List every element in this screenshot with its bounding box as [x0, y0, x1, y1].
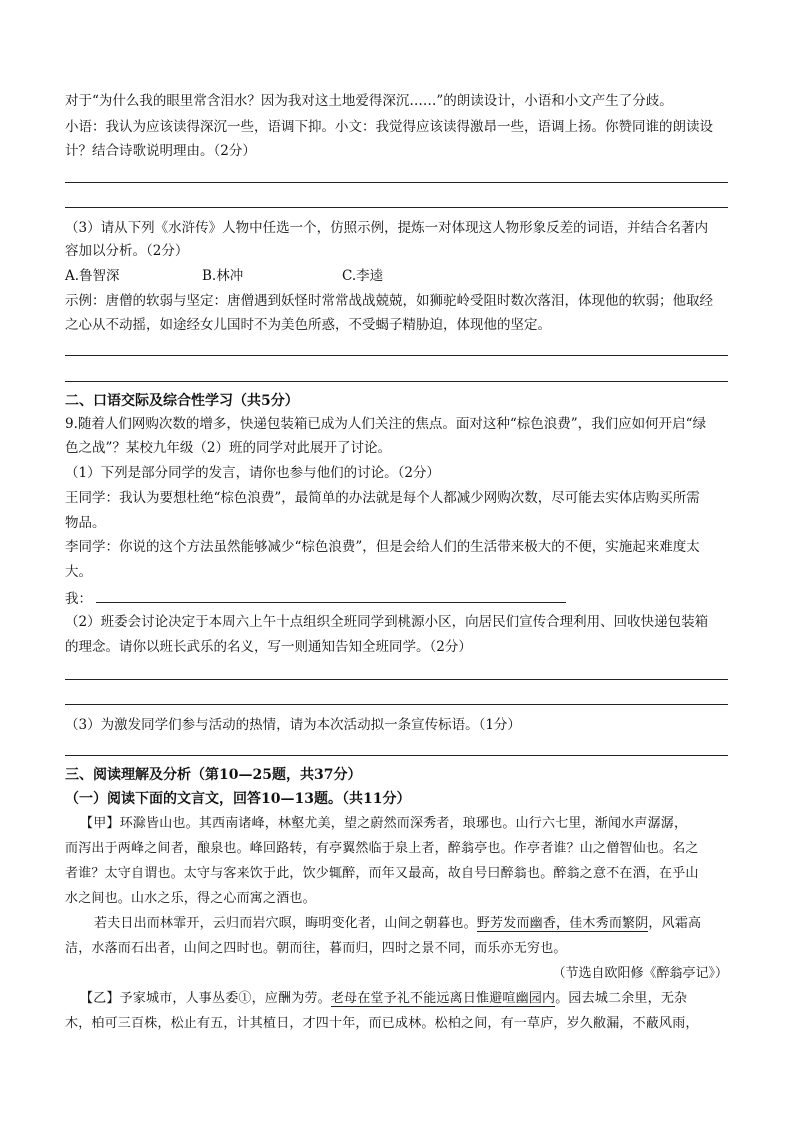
answer-line[interactable] [65, 755, 728, 756]
wang-line-2: 物品。 [65, 515, 106, 531]
text-span: 【乙】予家城市，人事丛委①，应酬为劳。 [80, 991, 331, 1006]
me-answer-blank[interactable] [96, 587, 566, 603]
s2-line-2: 容加以分析。（2分） [65, 243, 189, 259]
option-c: C.李逵 [342, 268, 384, 284]
section-three-heading: 三、阅读理解及分析（第10—25题，共37分） [65, 767, 362, 783]
q9-part1: （1）下列是部分同学的发言，请你也参与他们的讨论。（2分） [65, 465, 440, 481]
q9-part2-line-2: 的理念。请你以班长武乐的名义，写一则通知告知全班同学。（2分） [65, 639, 472, 655]
s1-line-3: 计？结合诗歌说明理由。（2分） [65, 143, 256, 159]
text-span: ，风霜高 [648, 916, 702, 931]
passage-yi-line-1 [80, 989, 687, 1009]
wang-line-1: 王同学：我认为要想杜绝“棕色浪费”，最简单的办法就是每个人都减少网购次数，尽可能去实体店购买所需 [65, 490, 700, 506]
answer-line[interactable] [65, 381, 728, 382]
passage-jia-line-2: 而泻出于两峰之间者，酿泉也。峰回路转，有亭翼然临于泉上者，醉翁亭也。作亭者谁？山之僧智仙也。名之 [65, 841, 699, 856]
answer-line[interactable] [65, 182, 728, 183]
q9-part3: （3）为激发同学们参与活动的热情，请为本次活动拟一条宣传标语。（1分） [65, 717, 521, 733]
text-span: 。园去城二余里，无杂 [555, 991, 688, 1006]
q9-line-1: 9.随着人们网购次数的增多，快递包装箱已成为人们关注的焦点。面对这种“棕色浪费”，我们应如何开启“绿 [65, 416, 707, 432]
underlined-sentence: 老母在堂予礼不能远离日惟避喧幽园内 [330, 991, 556, 1006]
text-span: 若夫日出而林霏开，云归而岩穴暝，晦明变化者，山间之朝暮也。 [94, 916, 477, 931]
answer-line[interactable] [65, 207, 728, 208]
passage-jia-line-1: 【甲】环滁皆山也。其西南诸峰，林壑尤美，望之蔚然而深秀者，琅琊也。山行六七里，渐闻水声潺潺， [80, 816, 688, 831]
option-a: A.鲁智深 [65, 268, 120, 284]
li-line-2: 大。 [65, 564, 92, 580]
q9-part2-line-1: （2）班委会讨论决定于本周六上午十点组织全班同学到桃源小区，向居民们宣传合理利用、回收快递包装箱 [65, 614, 709, 630]
answer-line[interactable] [65, 704, 728, 705]
section-two-heading: 二、口语交际及综合性学习（共5分） [65, 393, 299, 409]
passage-yi-line-2: 木，柏可三百株，松止有五，计其植日，才四十年，而已成林。松柏之间，有一草庐，岁久敝漏，不蔽风雨， [65, 1016, 699, 1031]
s2-line-1: （3）请从下列《水浒传》人物中任选一个，仿照示例，提炼一对体现这人物形象反差的词语，并结合名著内 [65, 220, 709, 236]
passage-jia-line-6: 洁，水落而石出者，山间之四时也。朝而往，暮而归，四时之景不同，而乐亦无穷也。 [65, 941, 567, 956]
classical-subheading: （一）阅读下面的文言文，回答10—13题。（共11分） [65, 791, 411, 807]
me-answer [65, 587, 566, 609]
s1-line-1: 对于“为什么我的眼里常含泪水？因为我对这土地爱得深沉……”的朗读设计，小语和小文产生了分歧。 [65, 93, 673, 109]
underlined-sentence: 野芳发而幽香，佳木秀而繁阴 [476, 916, 649, 931]
s2-example-line-1: 示例：唐僧的软弱与坚定：唐僧遇到妖怪时常常战战兢兢，如狮驼岭受阻时数次落泪，体现他的软弱；他取经 [65, 293, 713, 309]
passage-jia-line-3: 者谁？太守自谓也。太守与客来饮于此，饮少辄醉，而年又最高，故自号曰醉翁也。醉翁之意不在酒，在乎山 [65, 866, 699, 881]
option-b: B.林冲 [202, 268, 244, 284]
li-line-1: 李同学：你说的这个方法虽然能够减少“棕色浪费”，但是会给人们的生活带来极大的不便，实施起来难度太 [65, 539, 700, 555]
passage-jia-line-5 [94, 914, 701, 934]
source-note: （节选自欧阳修《醉翁亭记》） [552, 966, 728, 981]
answer-line[interactable] [65, 679, 728, 680]
s2-example-line-2: 之心从不动摇，如途经女儿国时不为美色所惑，不受蝎子精胁迫，体现他的坚定。 [65, 317, 551, 333]
passage-jia-line-4: 水之间也。山水之乐，得之心而寓之酒也。 [65, 891, 316, 906]
s1-line-2: 小语：我认为应该读得深沉一些，语调下抑。小文：我觉得应该读得激昂一些，语调上扬。你赞同谁的朗读设 [65, 119, 713, 135]
me-label: 我： [65, 591, 92, 607]
answer-line[interactable] [65, 355, 728, 356]
q9-line-2: 色之战”？某校九年级（2）班的同学对此展开了讨论。 [65, 440, 391, 456]
